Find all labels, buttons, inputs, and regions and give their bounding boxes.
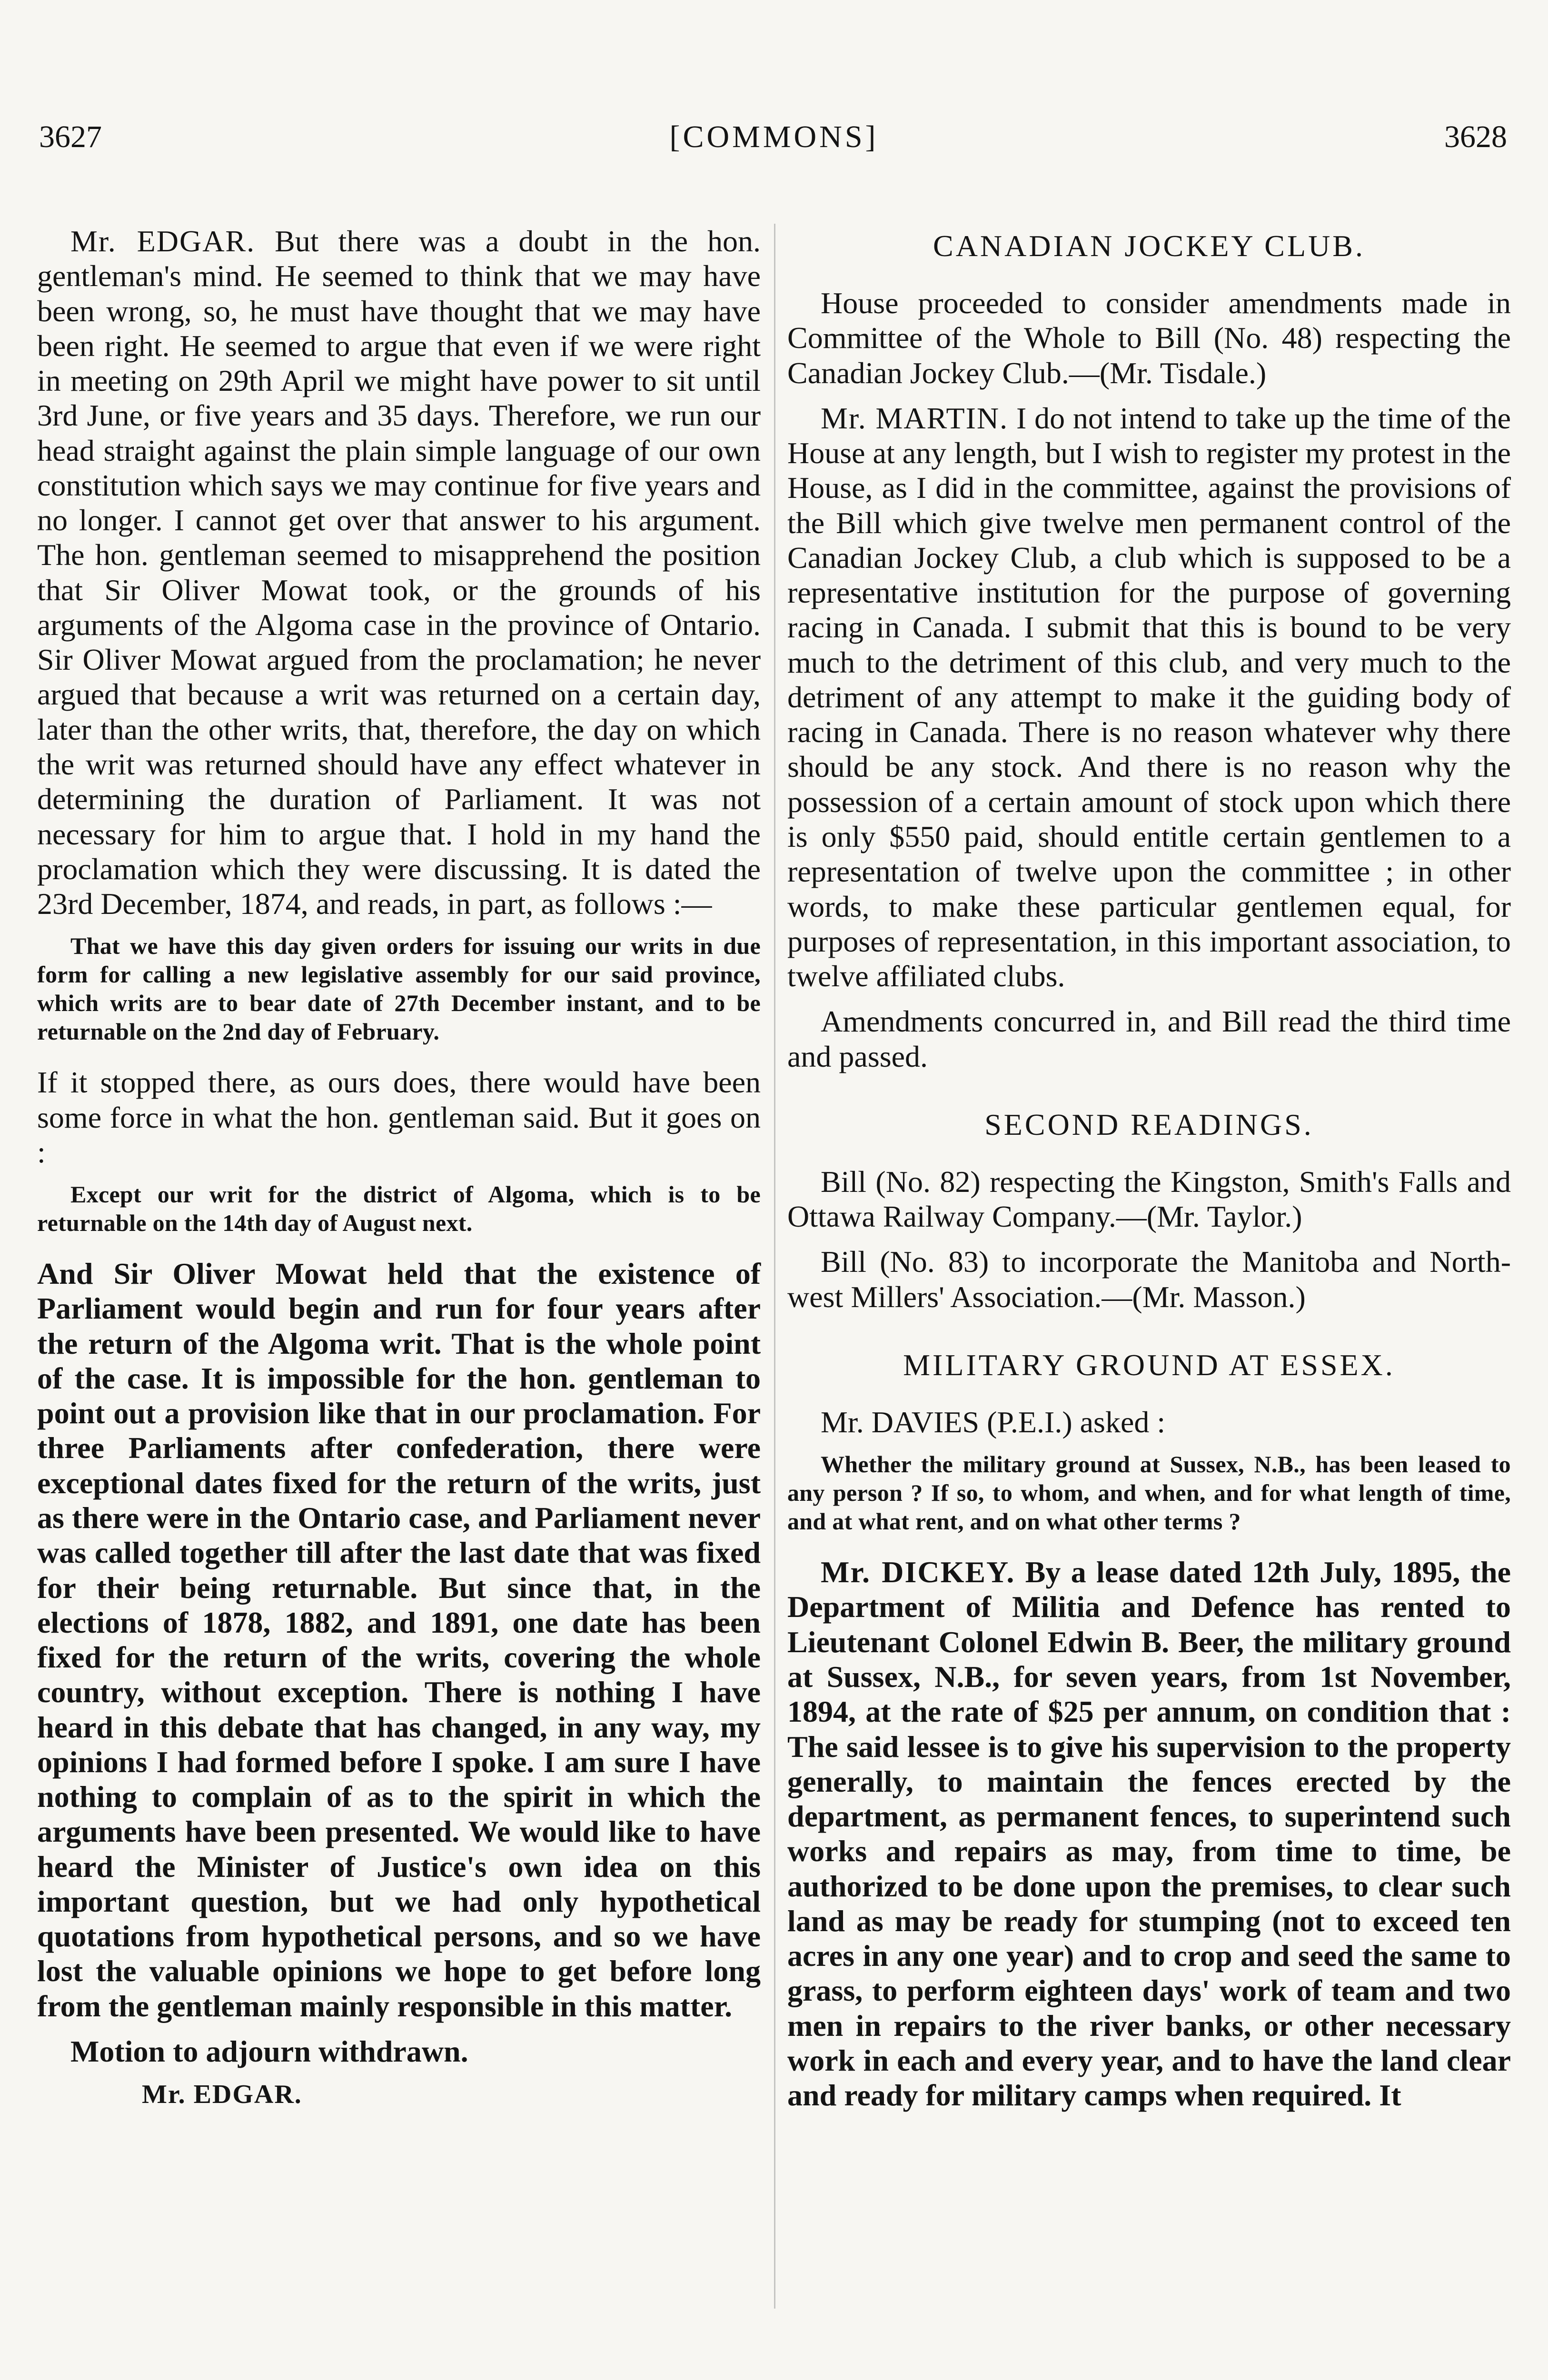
paragraph-mowat-held: And Sir Oliver Mowat held that the existence of Parliament would begin and run for four years after the return of the Algoma writ. That is the whole point of the case. It is impossible for the hon. gentleman to point out a provision like that in our proclamation. For three Parliaments after confederation, there were exceptional dates fixed for the return of the writs, just as there were in the Ontario case, and Parliament never was called together till after the last date that was fixed for their being returnable. But since that, in the elections of 1878, 1882, and 1891, one date has been fixed for the return of the writs, covering the whole country, without exception. There is nothing I have heard in this debate that has changed, in any way, my opinions I had formed before I spoke. I am sure I have nothing to complain of as to the spirit in which the arguments have been presented. We would like to have heard the Minister of Justice's own idea on this important question, but we had only hypothetical quotations from hypothetical persons, and so we have lost the valuable opinions we hope to get before long from the gentleman mainly responsible in this matter. (37, 1257, 761, 2023)
paragraph-edgar-argument (37, 224, 761, 921)
quoted-proclamation: That we have this day given orders for issuing our writs in due form for calling a new legislative assembly for our said province, which writs are to bear date of 27th December instant, and to be returnable on the 2nd day of February. (37, 932, 761, 1045)
paragraph-text: I do not intend to take up the time of the House at any length, but I wish to register my protest in the House, as I did in the committee, against the provisions of the Bill which give twelve men permanent control of the Canadian Jockey Club, a club which is supposed to be a representative institution for the purpose of governing racing in Canada. I submit that this is bound to be very much to the detriment of this club, and very much to the detriment of any attempt to make it the guiding body of racing in Canada. There is no reason whatever why there should be any stock. And there is no reason why the possession of a certain amount of stock upon which there is only $550 paid, should entitle certain gentlemen to a representation of twelve upon the committee ; in other words, to make these particular gentlemen equal, for purposes of representation, in this important association, to twelve affiliated clubs. (787, 401, 1511, 993)
paragraph-motion-withdrawn: Motion to adjourn withdrawn. (70, 2034, 468, 2068)
paragraph-house-proceeded: House proceeded to consider amendments made in Committee of the Whole to Bill (No. 48) respecting the Canadian Jockey Club.—(Mr. Tisdale.) (787, 286, 1511, 390)
paragraph-amendments-concurred: Amendments concurred in, and Bill read the third time and passed. (787, 1004, 1511, 1073)
right-column (787, 224, 1511, 2123)
running-head: [COMMONS] (669, 119, 879, 154)
section-heading-military-ground: MILITARY GROUND AT ESSEX. (903, 1348, 1395, 1382)
paragraph-text: But there was a doubt in the hon. gentleman's mind. He seemed to think that we may have been wrong, so, he must have thought that we may have been right. He seemed to argue that even if we were right in meeting on 29th April we might have power to sit until 3rd June, or five years and 35 days. Therefore, we run our head straight against the plain simple language of our own constitution which says we may continue for five years and no longer. I cannot get over that answer to his argument. The hon. gentleman seemed to misapprehend the position that Sir Oliver Mowat took, or the grounds of his arguments of the Algoma case in the province of Ontario. Sir Oliver Mowat argued from the proclamation; he never argued that because a writ was returned on a certain day, later than the other writs, that, therefore, the day on which the writ was returned should have any effect whatever in determining the duration of Parliament. It was not necessary for him to argue that. I hold in my hand the proclamation which they were discussing. It is dated the 23rd December, 1874, and reads, in part, as follows :— (37, 224, 761, 921)
section-heading-jockey-club: CANADIAN JOCKEY CLUB. (933, 229, 1365, 263)
paragraph-dickey-answer (787, 1555, 1511, 2112)
speaker-name: Mr. EDGAR. (70, 224, 256, 258)
speaker-name: Mr. DICKEY. (821, 1555, 1015, 1589)
paragraph-if-it-stopped: If it stopped there, as ours does, there would have been some force in what the hon. gentleman said. But it goes on : (37, 1065, 761, 1169)
paragraph-bill-83: Bill (No. 83) to incorporate the Manitoba and North-west Millers' Association.—(Mr. Masson.) (787, 1245, 1511, 1314)
footer-speaker: Mr. EDGAR. (142, 2080, 302, 2110)
column-divider (774, 224, 775, 2309)
paragraph-martin-protest (787, 401, 1511, 994)
paragraph-text: By a lease dated 12th July, 1895, the Department of Militia and Defence has rented to Lieutenant Colonel Edwin B. Beer, the military ground at Sussex, N.B., for seven years, from 1st November, 1894, at the rate of $25 per annum, on condition that : The said lessee is to give his supervision to the property generally, to maintain the fences erected by the department, as permanent fences, to superintend such works and repairs as may, from time to time, be authorized to be done upon the premises, to clear such land as may be ready for stumping (not to exceed ten acres in any one year) and to crop and seed the same to grass, to perform eighteen days' work of team and two men in repairs to the river banks, or other necessary work in each and every year, and to have the land clear and ready for military camps when required. It (787, 1555, 1511, 2112)
paragraph-bill-82: Bill (No. 82) respecting the Kingston, Smith's Falls and Ottawa Railway Company.—(Mr. Taylor.) (787, 1164, 1511, 1234)
page-number-right: 3628 (1444, 119, 1507, 154)
quoted-algoma-exception: Except our writ for the district of Algoma, which is to be returnable on the 14th day of August next. (37, 1181, 761, 1237)
page-header (0, 119, 1548, 162)
page-number-left: 3627 (39, 119, 102, 154)
quoted-question: Whether the military ground at Sussex, N.B., has been leased to any person ? If so, to whom, and when, and for what length of time, and at what rent, and on what other terms ? (787, 1451, 1511, 1535)
paragraph-davies-asked: Mr. DAVIES (P.E.I.) asked : (821, 1405, 1166, 1439)
section-heading-second-readings: SECOND READINGS. (984, 1107, 1314, 1141)
speaker-name: Mr. MARTIN. (821, 401, 1009, 435)
left-column (37, 224, 761, 2110)
